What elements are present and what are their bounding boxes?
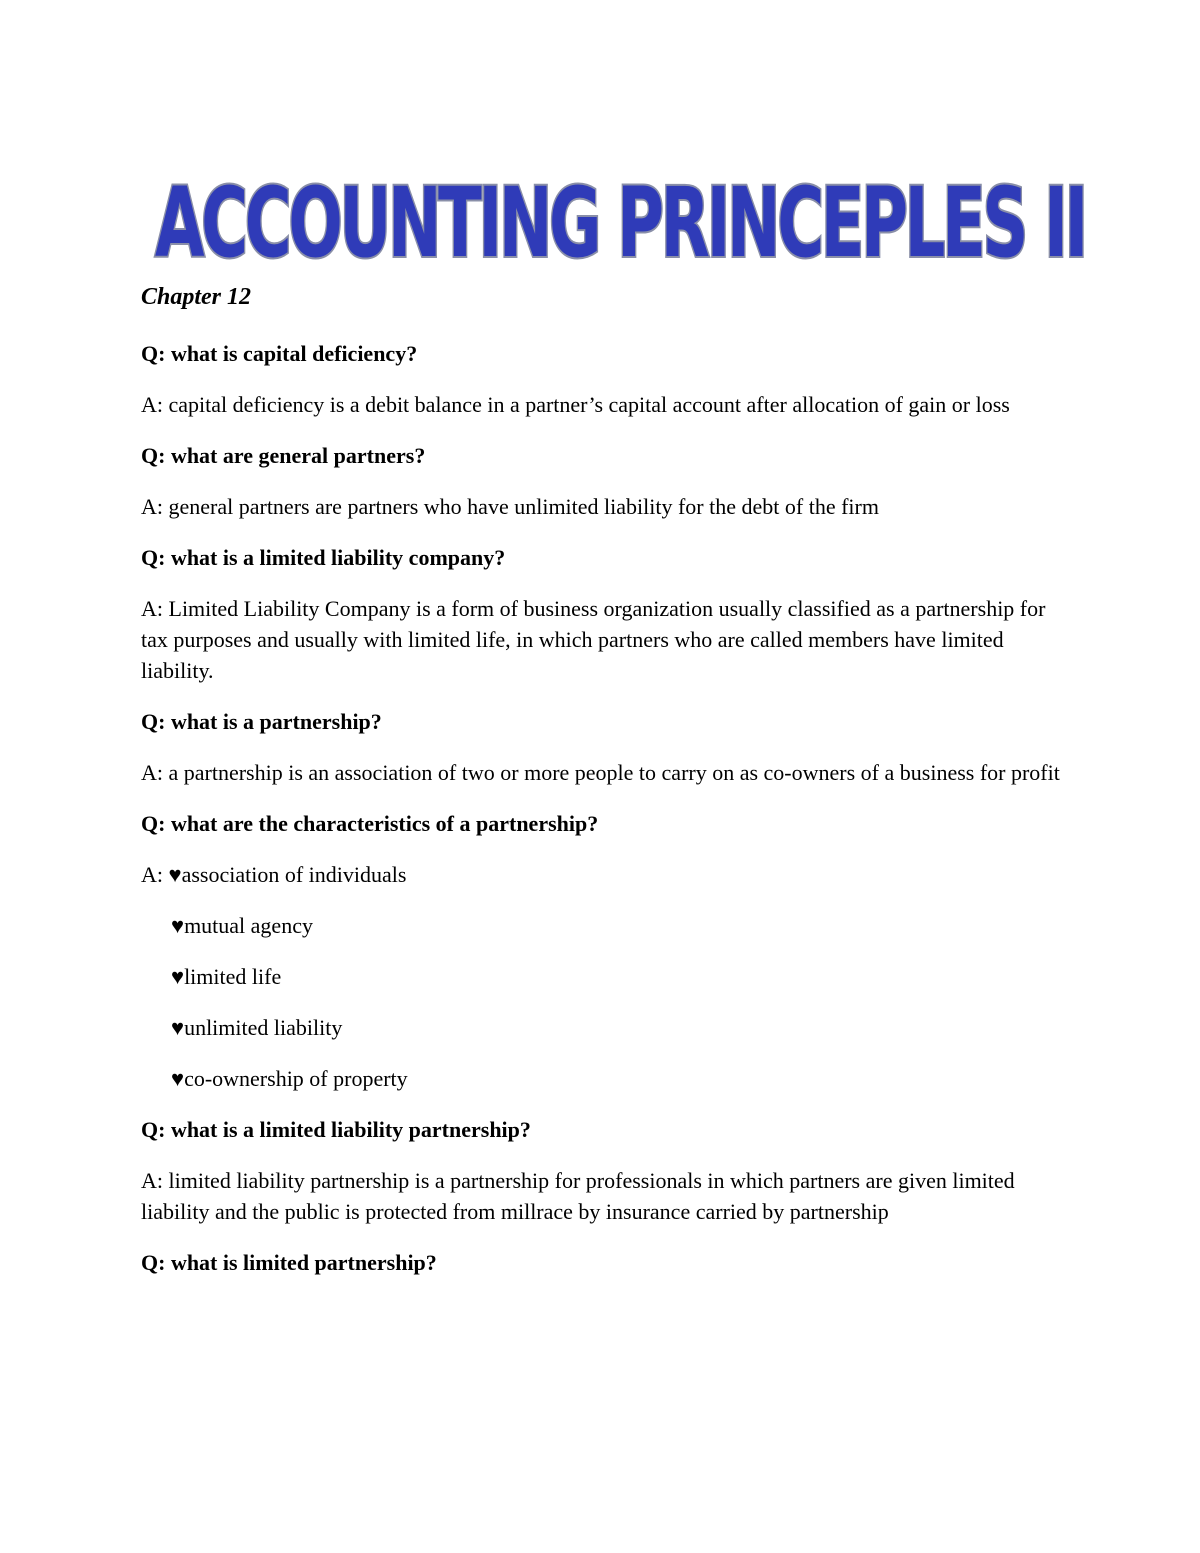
question-limited-partnership: Q: what is limited partnership? [141,1250,437,1275]
characteristic-bullet: ♥mutual agency [171,913,313,938]
document-title [150,168,1090,268]
characteristic-bullet: ♥limited life [171,964,282,989]
question-characteristics: Q: what are the characteristics of a partnership? [141,811,599,836]
answer-llc: A: Limited Liability Company is a form of business organization usually classified as a partnership for tax purposes and usually with limited life, in which partners who are called members have limited liability. [141,596,1046,683]
answer-characteristics-intro: A: ♥association of individuals [141,862,407,887]
answer-partnership: A: a partnership is an association of two or more people to carry on as co-owners of a business for profit [141,760,1060,785]
question-llc: Q: what is a limited liability company? [141,545,506,570]
answer-llp: A: limited liability partnership is a partnership for professionals in which partners are given limited liability and the public is protected from millrace by insurance carried by partnership [141,1168,1015,1224]
answer-general-partners: A: general partners are partners who have unlimited liability for the debt of the firm [141,494,879,519]
document-body [141,280,1061,1298]
question-llp: Q: what is a limited liability partnership? [141,1117,531,1142]
question-capital-deficiency: Q: what is capital deficiency? [141,341,418,366]
chapter-heading: Chapter 12 [141,284,252,310]
characteristic-bullet: ♥co-ownership of property [171,1066,408,1091]
title-text: ACCOUNTING PRINCEPLES II [155,168,1085,268]
question-general-partners: Q: what are general partners? [141,443,426,468]
answer-capital-deficiency: A: capital deficiency is a debit balance in a partner’s capital account after allocation of gain or loss [141,392,1010,417]
question-partnership: Q: what is a partnership? [141,709,382,734]
characteristic-bullet: ♥unlimited liability [171,1015,343,1040]
title-wordart [150,168,1090,268]
